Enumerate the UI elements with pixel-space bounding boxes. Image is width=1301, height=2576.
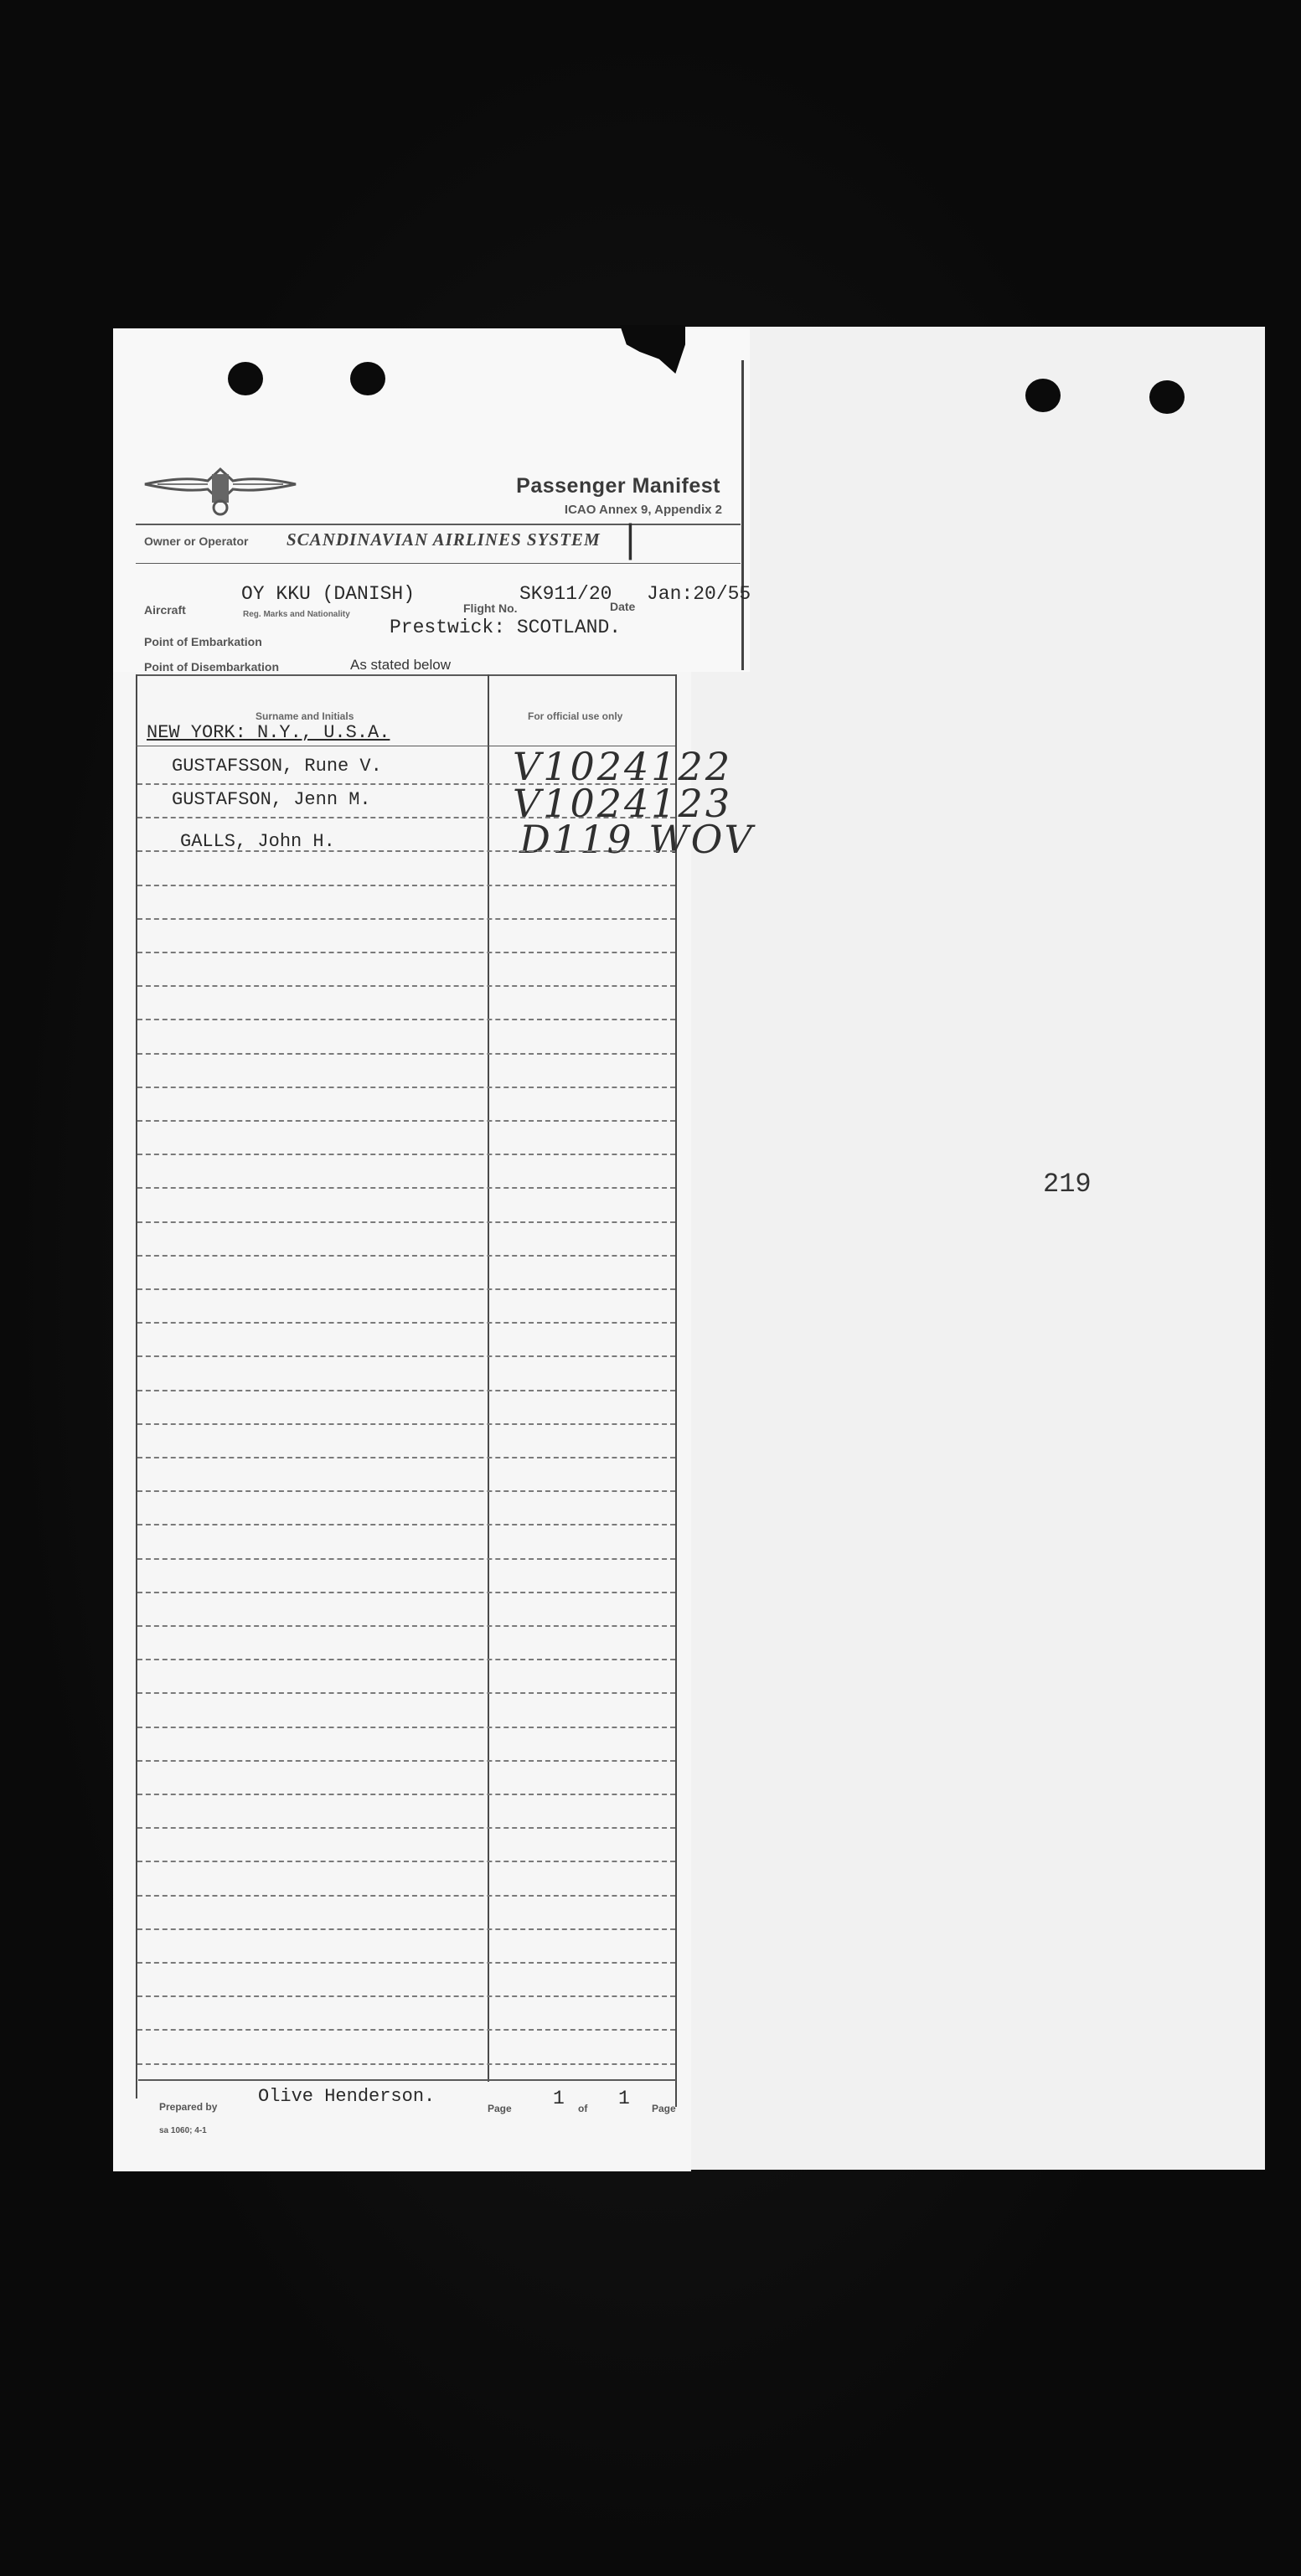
ruled-row-line xyxy=(137,1423,675,1425)
ruled-row-line xyxy=(137,1187,675,1189)
owner-value: SCANDINAVIAN AIRLINES SYSTEM xyxy=(287,529,601,550)
ruled-row-line xyxy=(137,1120,675,1122)
passenger-name-3: GALLS, John H. xyxy=(180,831,335,852)
ruled-row-line xyxy=(137,1524,675,1525)
aircraft-value: OY KKU (DANISH) xyxy=(241,583,416,605)
table-bottom-line xyxy=(138,2079,676,2081)
ruled-row-line xyxy=(137,1895,675,1897)
pages-label: Page xyxy=(652,2103,676,2114)
ruled-row-line xyxy=(137,1760,675,1762)
ruled-row-line xyxy=(137,1827,675,1829)
date-label: Date xyxy=(610,600,636,613)
ruled-row-line xyxy=(137,1727,675,1728)
owner-mark: | xyxy=(624,518,639,560)
table-top-line xyxy=(136,674,677,676)
header-edge-line xyxy=(741,360,744,670)
ruled-row-line xyxy=(137,2063,675,2065)
ruled-row-line xyxy=(137,1288,675,1290)
ruled-row-line xyxy=(137,918,675,920)
ruled-row-line xyxy=(137,817,675,818)
ruled-row-line xyxy=(137,1558,675,1560)
prepared-label: Prepared by xyxy=(159,2101,218,2113)
ruled-row-line xyxy=(137,1490,675,1492)
ruled-row-line xyxy=(137,1457,675,1458)
of-label: of xyxy=(578,2103,588,2114)
prepared-value: Olive Henderson. xyxy=(258,2086,436,2107)
official-entry-1: V1024122 xyxy=(513,744,733,789)
punch-hole xyxy=(1025,379,1061,412)
ruled-row-line xyxy=(137,850,675,852)
embark-label: Point of Embarkation xyxy=(144,635,262,648)
ruled-row-line xyxy=(137,1592,675,1593)
ruled-row-line xyxy=(137,1019,675,1020)
ruled-row-line xyxy=(137,1221,675,1223)
embark-value: Prestwick: SCOTLAND. xyxy=(390,617,622,638)
col-official-header: For official use only xyxy=(528,710,623,722)
ruled-row-line xyxy=(137,1928,675,1930)
passenger-name-1: GUSTAFSSON, Rune V. xyxy=(172,756,382,777)
ruled-row-line xyxy=(137,985,675,987)
official-entry-3: D119 WOV xyxy=(519,817,755,862)
ruled-row-line xyxy=(137,1053,675,1055)
punch-hole xyxy=(350,362,385,395)
ruled-row-line xyxy=(137,1087,675,1088)
header-divider xyxy=(136,524,741,525)
ruled-row-line xyxy=(137,1390,675,1391)
reg-marks-label: Reg. Marks and Nationality xyxy=(243,610,350,619)
ruled-row-line xyxy=(137,1692,675,1694)
ruled-row-line xyxy=(137,885,675,886)
punch-hole xyxy=(1149,380,1185,414)
ruled-row-line xyxy=(137,1255,675,1257)
flight-value: SK911/20 xyxy=(519,583,612,605)
ruled-row-line xyxy=(137,1794,675,1795)
punch-hole xyxy=(228,362,263,395)
ruled-row-line xyxy=(137,2029,675,2031)
destination: NEW YORK: N.Y., U.S.A. xyxy=(147,722,390,743)
aircraft-label: Aircraft xyxy=(144,603,186,617)
airline-logo xyxy=(141,452,300,519)
table-right-border xyxy=(675,674,677,2107)
page-label: Page xyxy=(488,2103,512,2114)
ruled-row-line xyxy=(137,1154,675,1155)
flight-label: Flight No. xyxy=(463,601,518,615)
page-total: 1 xyxy=(618,2088,630,2109)
ruled-row-line xyxy=(137,952,675,953)
col-surname-header: Surname and Initials xyxy=(256,710,354,722)
passenger-name-2: GUSTAFSON, Jenn M. xyxy=(172,789,371,810)
form-title: Passenger Manifest xyxy=(516,474,720,498)
archive-page-number: 219 xyxy=(1043,1169,1092,1200)
form-subtitle: ICAO Annex 9, Appendix 2 xyxy=(564,503,722,517)
ruled-row-line xyxy=(137,1995,675,1997)
table-left-border xyxy=(136,674,137,2098)
ruled-row-line xyxy=(137,1962,675,1964)
form-code: sa 1060; 4-1 xyxy=(159,2126,207,2135)
date-value: Jan:20/55 xyxy=(647,583,751,605)
ruled-row-line xyxy=(137,1355,675,1357)
backing-sheet xyxy=(670,327,1265,2170)
ruled-row-line xyxy=(137,1625,675,1627)
owner-divider xyxy=(136,563,741,564)
ruled-row-line xyxy=(137,1659,675,1660)
disembark-value: As stated below xyxy=(350,657,452,673)
ruled-row-line xyxy=(137,783,675,785)
owner-label: Owner or Operator xyxy=(144,534,249,548)
page-current: 1 xyxy=(553,2088,565,2109)
official-entry-2: V1024123 xyxy=(513,781,733,826)
ruled-row-line xyxy=(137,1322,675,1324)
disembark-label: Point of Disembarkation xyxy=(144,660,280,674)
ruled-row-line xyxy=(137,1861,675,1862)
